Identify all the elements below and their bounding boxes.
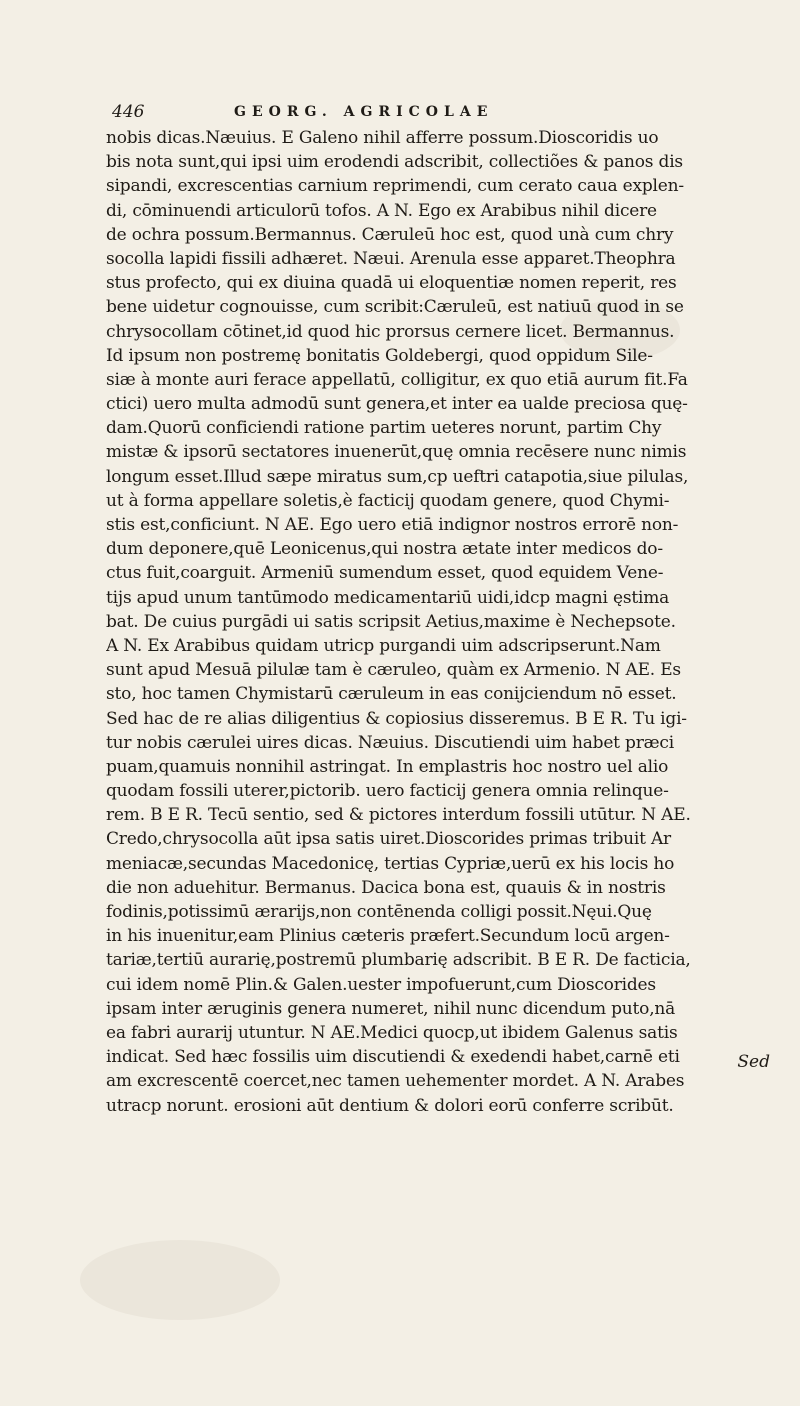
text-line: tijs apud unum tantūmodo medicamentariū uidi,idcp magni ęstima (106, 587, 670, 608)
text-line: puam,quamuis nonnihil astringat. In emplastris hoc nostro uel alio (106, 756, 669, 777)
catchword: Sed (737, 1052, 770, 1072)
text-line: de ochra possum.Bermannus. Cæruleū hoc est, quod unà cum chry (106, 224, 674, 245)
text-line: A N. Ex Arabibus quidam utricp purgandi uim adscripserunt.Nam (106, 635, 661, 656)
text-line: meniacæ,secundas Macedonicę, tertias Cypriæ,uerū ex his locis ho (106, 853, 675, 874)
text-line: ut à forma appellare soletis,è facticij quodam genere, quod Chymi- (106, 490, 670, 511)
text-line: di, cōminuendi articulorū tofos. A N. Ego ex Arabibus nihil dicere (106, 200, 657, 221)
text-line: bis nota sunt,qui ipsi uim erodendi adscribit, collectiões & panos dis (106, 152, 683, 173)
running-head (112, 102, 752, 124)
text-line: longum esset.Illud sæpe miratus sum,cp ueftri catapotia,siue pilulas, (106, 466, 689, 487)
text-line: sipandi, excrescentias carnium reprimendi, cum cerato caua explen- (106, 176, 684, 197)
text-line: stis est,conficiunt. N AE. Ego uero etiā indignor nostros errorē non- (106, 515, 679, 535)
text-line: tariæ,tertiū aurarię,postremū plumbarię adscribit. B E R. De facticia, (106, 950, 691, 971)
text-line: ctici) uero multa admodū sunt genera,et inter ea ualde preciosa quę- (106, 394, 688, 415)
text-line: bene uidetur cognouisse, cum scribit:Cæruleū, est natiuū quod in se (106, 297, 684, 318)
text-line: Id ipsum non postremę bonitatis Goldebergi, quod oppidum Sile- (106, 345, 653, 366)
text-line: quodam fossili uterer,pictorib. uero facticij genera omnia relinque- (106, 781, 669, 802)
text-line: mistæ & ipsorū sectatores inuenerūt,quę omnia recēsere nunc nimis (106, 442, 687, 463)
text-line: die non aduehitur. Bermanus. Dacica bona est, quauis & in nostris (106, 877, 666, 898)
text-line: rem. B E R. Tecū sentio, sed & pictores interdum fossili utūtur. N AE. (106, 805, 691, 826)
text-line: dam.Quorū conficiendi ratione partim ueteres norunt, partim Chy (106, 418, 662, 439)
body-text (106, 126, 770, 1118)
text-line: sunt apud Mesuā pilulæ tam è cæruleo, quàm ex Armenio. N AE. Es (106, 660, 681, 681)
text-line: cui idem nomē Plin.& Galen.uester impofuerunt,cum Dioscorides (106, 974, 656, 995)
page-number: 446 (112, 102, 145, 122)
paper-stain (80, 1240, 280, 1320)
text-line: indicat. Sed hæc fossilis uim discutiendi & exedendi habet,carnē eti (106, 1047, 680, 1068)
text-line: bat. De cuius purgādi ui satis scripsit Aetius,maxime è Nechepsote. (106, 611, 676, 632)
text-line: ctus fuit,coarguit. Armeniū sumendum esset, quod equidem Vene- (106, 563, 664, 584)
running-title: GEORG. AGRICOLAE (234, 104, 494, 120)
text-line: sto, hoc tamen Chymistarū cæruleum in eas conijciendum nō esset. (106, 684, 677, 705)
text-line: socolla lapidi fissili adhæret. Næui. Arenula esse apparet.Theophra (106, 248, 676, 269)
text-line: chrysocollam cōtinet,id quod hic prorsus cernere licet. Bermannus. (106, 321, 675, 342)
text-line: siæ à monte auri ferace appellatū, colligitur, ex quo etiā aurum fit.Fa (106, 369, 688, 390)
text-line: in his inuenitur,eam Plinius cæteris præfert.Secundum locū argen- (106, 926, 670, 947)
text-line: Sed hac de re alias diligentius & copiosius disseremus. B E R. Tu igi- (106, 708, 687, 729)
text-line: tur nobis cærulei uires dicas. Næuius. Discutiendi uim habet præci (106, 732, 674, 753)
text-line: am excrescentē coercet,nec tamen uehementer mordet. A N. Arabes (106, 1071, 685, 1092)
text-line: fodinis,potissimū ærarijs,non contēnenda colligi possit.Nęui.Quę (106, 902, 652, 922)
text-line: ea fabri aurarij utuntur. N AE.Medici quocp,ut ibidem Galenus satis (106, 1022, 678, 1043)
text-line: stus profecto, qui ex diuina quadā ui eloquentiæ nomen reperit, res (106, 273, 677, 294)
text-line: Credo,chrysocolla aūt ipsa satis uiret.Dioscorides primas tribuit Ar (106, 829, 671, 850)
text-line: utracp norunt. erosioni aūt dentium & dolori eorū conferre scribūt. (106, 1095, 674, 1116)
text-line: ipsam inter æruginis genera numeret, nihil nunc dicendum puto,nā (106, 998, 676, 1019)
text-line: dum deponere,quē Leonicenus,qui nostra ætate inter medicos do- (106, 539, 663, 560)
text-line: nobis dicas.Næuius. E Galeno nihil afferre possum.Dioscoridis uo (106, 128, 659, 148)
